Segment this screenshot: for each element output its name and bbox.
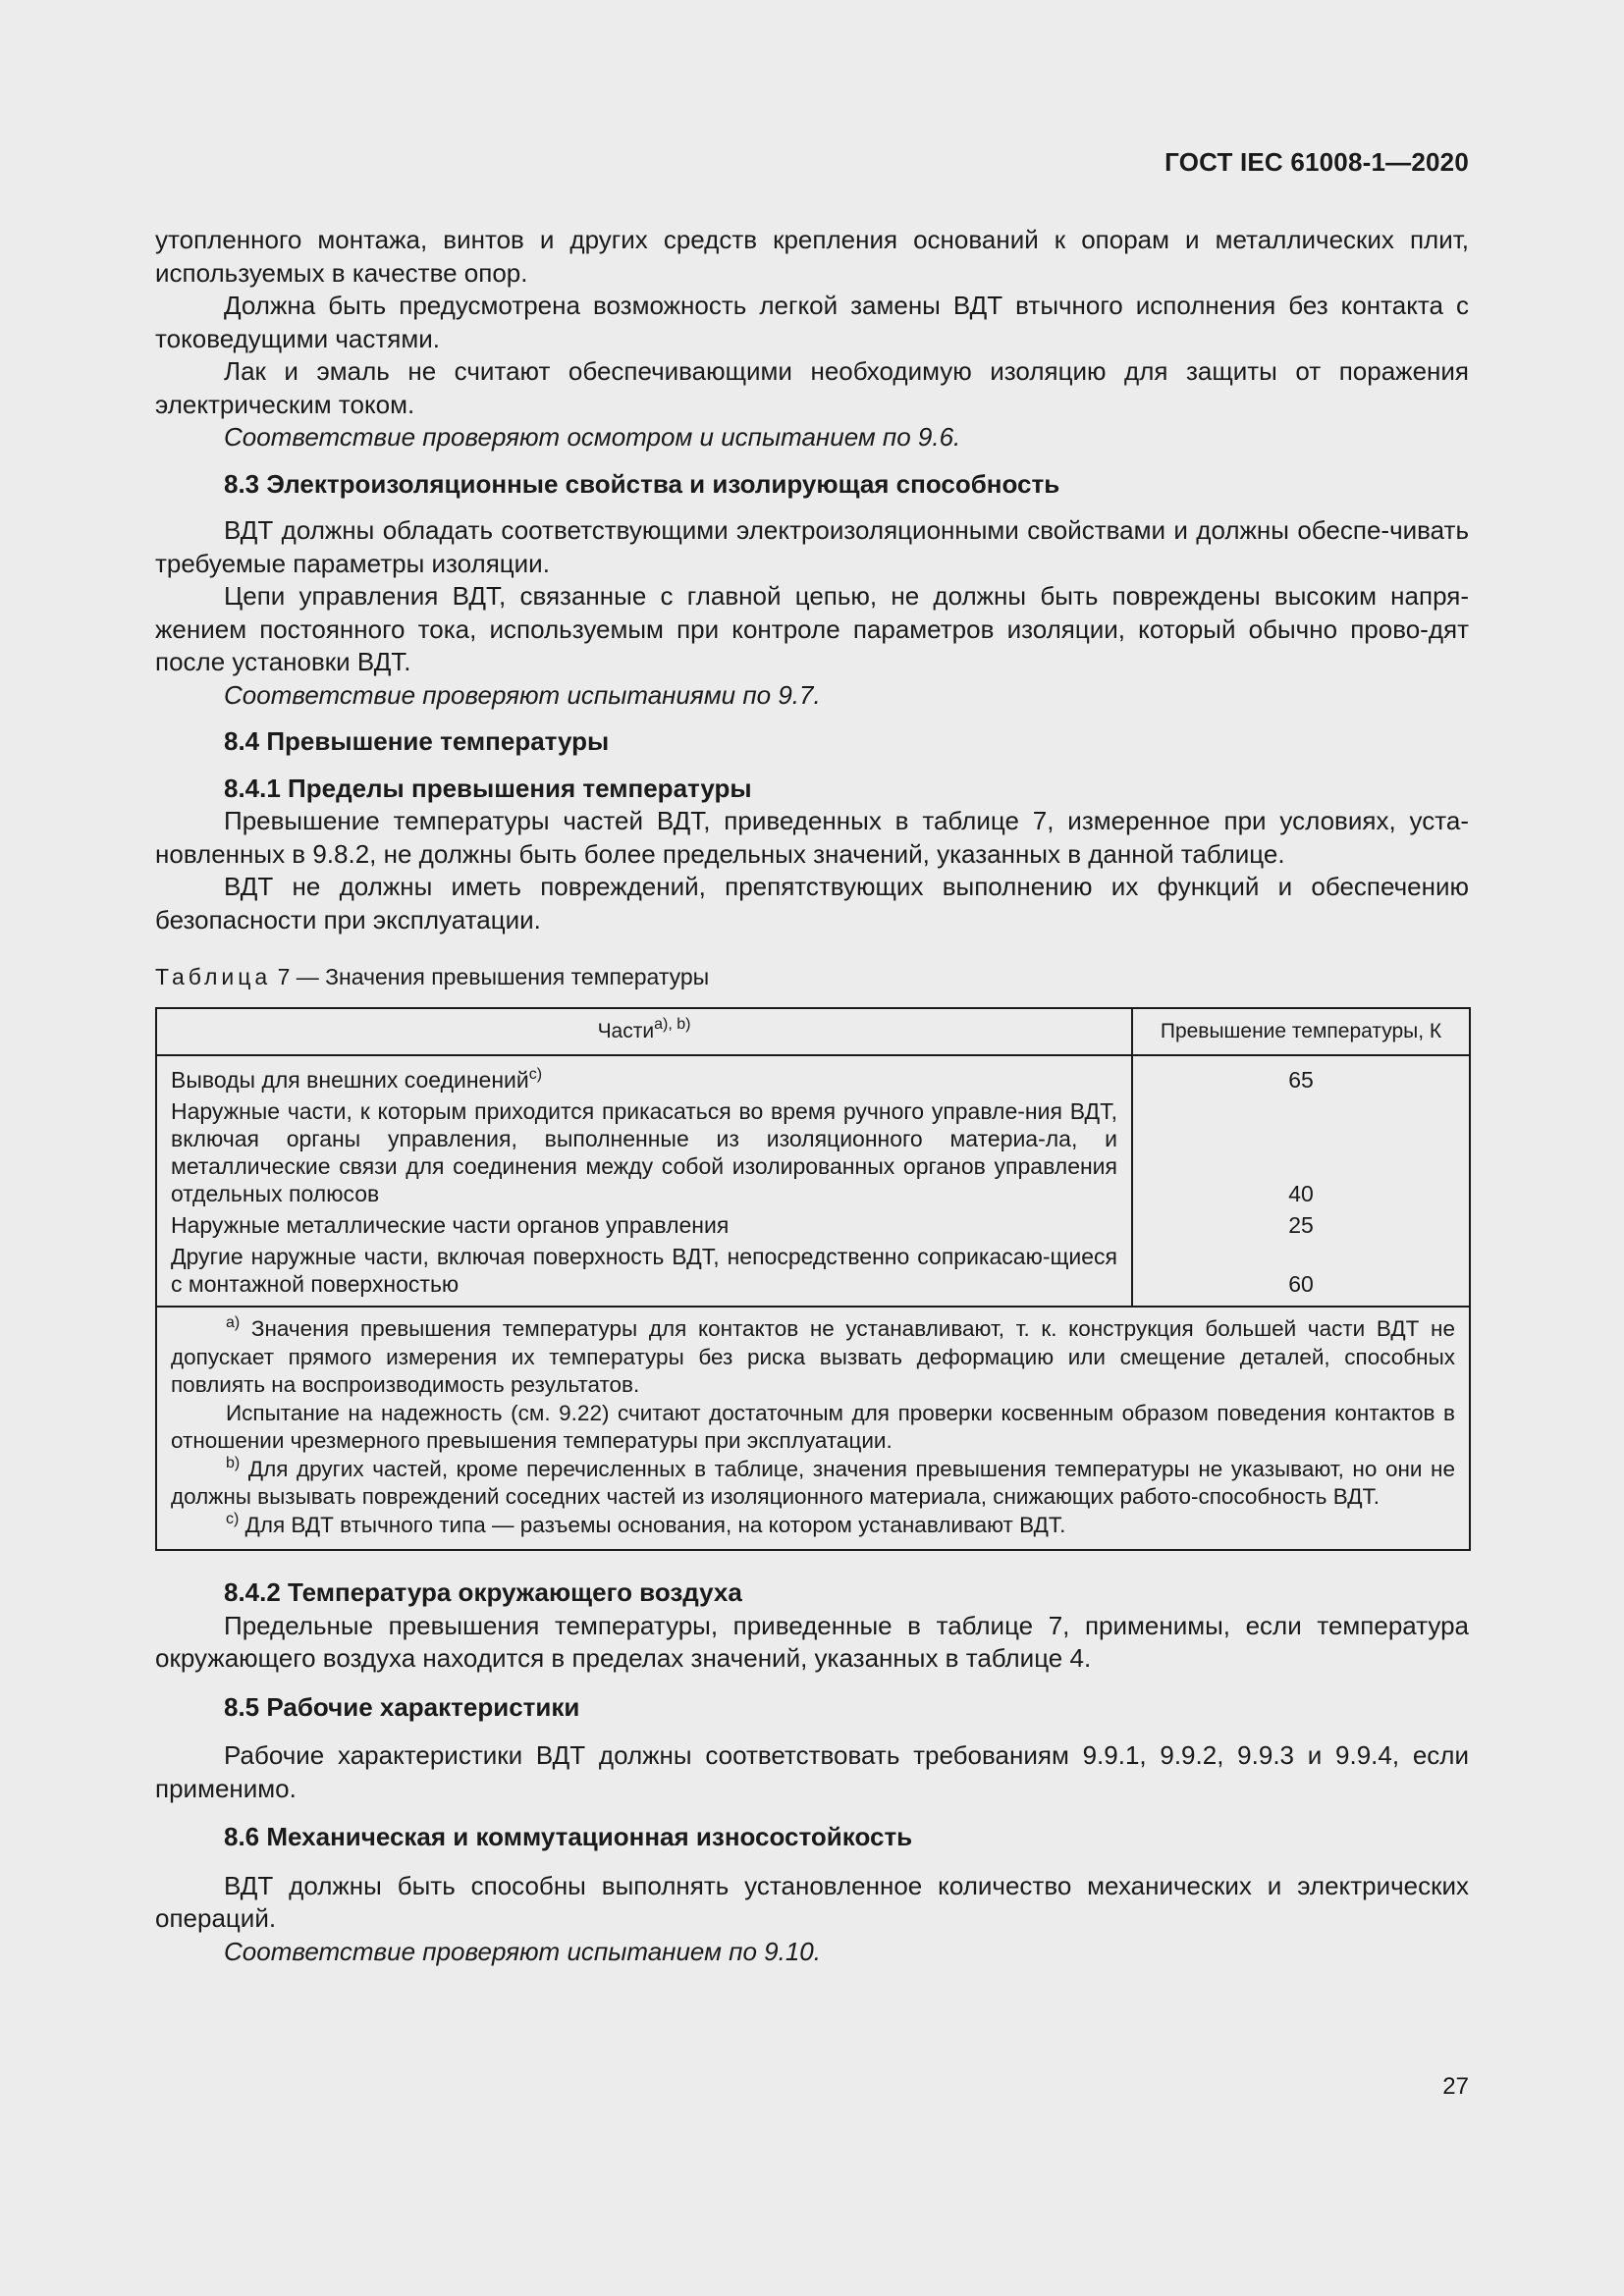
footnote-c: $^{с)}$ Для ВДТ втычного типа — разъемы основания, на котором устанавливают ВДТ. <box>226 1510 1066 1537</box>
paragraph: утопленного монтажа, винтов и других средств крепления оснований к опорам и металлических плит, используемых в качестве опор. <box>155 225 1469 288</box>
page-content <box>155 224 1469 1968</box>
table-cell-value: 60 <box>1288 1271 1314 1297</box>
table-cell-part: Наружные части, к которым приходится прикасаться во время ручного управле-ния ВДТ, включая органы управления, выполненные из изоляционного материа-ла, и металлические связи для соединения между собой изолированных органов управления отдельных полюсов <box>156 1094 1132 1207</box>
table-notes-row <box>156 1307 1470 1550</box>
table-notes <box>156 1307 1470 1550</box>
page-number: 27 <box>1442 2073 1469 2100</box>
compliance-note: Соответствие проверяют осмотром и испытанием по 9.6. <box>224 422 961 452</box>
paragraph: Превышение температуры частей ВДТ, приведенных в таблице 7, измеренное при условиях, уста-новленных в 9.8.2, не должны быть более предельных значений, указанных в данной таблице. <box>155 806 1469 869</box>
table-row <box>156 1239 1470 1307</box>
table-caption-title: 7 — Значения превышения температуры <box>277 964 710 989</box>
paragraph: Должна быть предусмотрена возможность легкой замены ВДТ втычного исполнения без контакта с токоведущими частями. <box>155 291 1469 353</box>
column-header-parts: Части$^{а), b)}$ <box>156 1008 1132 1055</box>
table-cell-value: 25 <box>1288 1212 1314 1238</box>
column-header-temperature: Превышение температуры, К <box>1132 1008 1470 1055</box>
document-id: ГОСТ IEC 61008-1—2020 <box>1164 147 1469 177</box>
table-cell-part: Другие наружные части, включая поверхность ВДТ, непосредственно соприкасаю-щиеся с монтажной поверхностью <box>156 1239 1132 1307</box>
section-heading-8-4: 8.4 Превышение температуры <box>224 726 610 756</box>
section-heading-8-6: 8.6 Механическая и коммутационная износостойкость <box>224 1822 913 1851</box>
footnote-a: $^{а)}$ Значения превышения температуры для контактов не устанавливают, т. к. конструкция большей части ВДТ не допускает прямого измерения их температуры без риска вызвать деформацию или смещение деталей, способных повлиять на воспроизводимость результатов. <box>171 1314 1455 1397</box>
temperature-rise-table <box>155 1007 1471 1551</box>
paragraph: ВДТ должны быть способны выполнять установленное количество механических и электрических операций. <box>155 1870 1469 1933</box>
footnote-b: $^{b)}$ Для других частей, кроме перечисленных в таблице, значения превышения температуры не указывают, но они не должны вызывать повреждений соседних частей из изоляционного материала, снижающих работо-способность ВДТ. <box>171 1454 1455 1509</box>
paragraph: ВДТ должны обладать соответствующими электроизоляционными свойствами и должны обеспе-чивать требуемые параметры изоляции. <box>155 515 1469 578</box>
compliance-note: Соответствие проверяют испытаниями по 9.7. <box>224 679 821 710</box>
table-row <box>156 1207 1470 1239</box>
paragraph: Рабочие характеристики ВДТ должны соответствовать требованиям 9.9.1, 9.9.2, 9.9.3 и 9.9.4, если применимо. <box>155 1740 1469 1803</box>
section-heading-8-4-2: 8.4.2 Температура окружающего воздуха <box>224 1577 742 1607</box>
table-cell-value: 40 <box>1288 1181 1314 1206</box>
footnote-a-continued: Испытание на надежность (см. 9.22) считают достаточным для проверки косвенным образом поведения контактов в отношении чрезмерного превышения температуры при эксплуатации. <box>171 1400 1455 1453</box>
table-row <box>156 1055 1470 1094</box>
section-heading-8-5: 8.5 Рабочие характеристики <box>224 1691 580 1722</box>
table-cell-part: Выводы для внешних соединений$^{с)}$ <box>156 1055 1132 1094</box>
section-heading-8-4-1: 8.4.1 Пределы превышения температуры <box>224 773 752 803</box>
table-row <box>156 1094 1470 1207</box>
compliance-note: Соответствие проверяют испытанием по 9.10. <box>224 1936 821 1966</box>
paragraph: Предельные превышения температуры, приведенные в таблице 7, применимы, если температура окружающего воздуха находится в пределах значений, указанных в таблице 4. <box>155 1610 1469 1673</box>
table-cell-part: Наружные металлические части органов управления <box>156 1207 1132 1239</box>
section-heading-8-3: 8.3 Электроизоляционные свойства и изолирующая способность <box>224 468 1060 499</box>
paragraph: ВДТ не должны иметь повреждений, препятствующих выполнению их функций и обеспечению безопасности при эксплуатации. <box>155 872 1469 934</box>
table-cell-value: 65 <box>1288 1067 1314 1093</box>
paragraph: Лак и эмаль не считают обеспечивающими необходимую изоляцию для защиты от поражения электрическим током. <box>155 356 1469 419</box>
paragraph: Цепи управления ВДТ, связанные с главной цепью, не должны быть повреждены высоким напря-жением постоянного тока, используемым при контроле параметров изоляции, который обычно прово-дят после установки ВДТ. <box>155 581 1469 676</box>
table-caption-label: Таблица <box>155 964 272 989</box>
table-caption <box>155 962 1469 991</box>
